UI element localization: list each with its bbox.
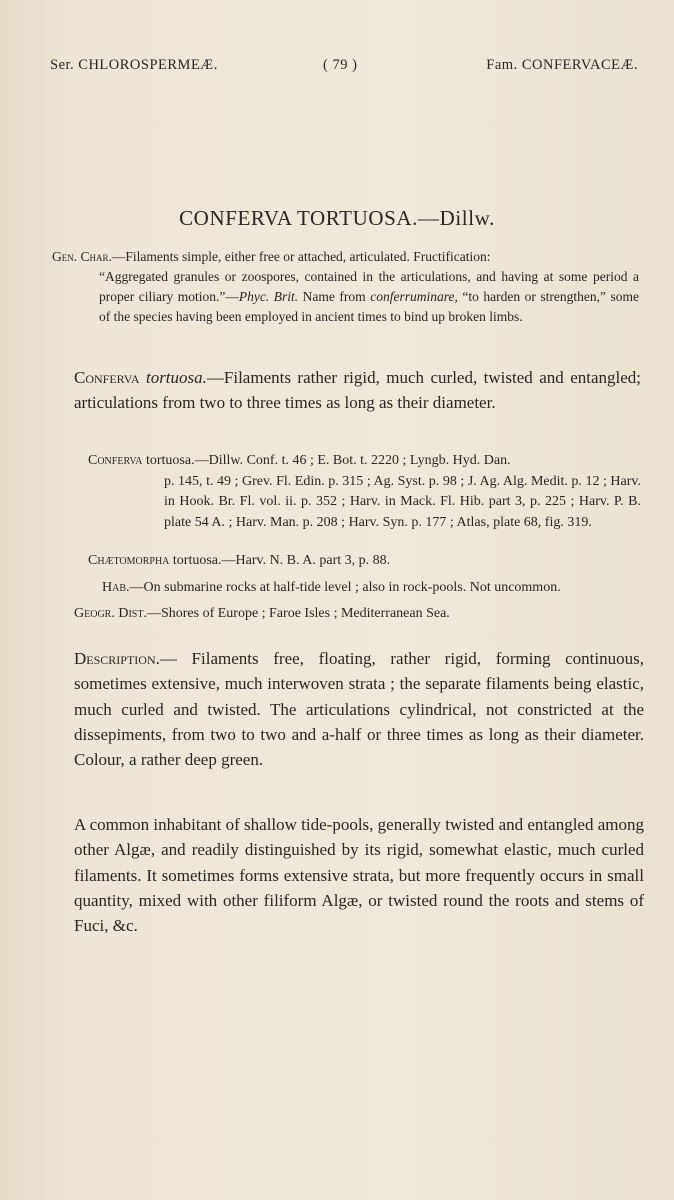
habit-paragraph: A common inhabitant of shallow tide-pools, generally twisted and entangled among other Algæ, and readily distinguished by its rigid, somewhat elastic, much curled filaments. It sometimes forms extensive strata, but more frequently occurs in small quantity, mixed with other filiform Algæ, or twisted round the roots and stems of Fuci, &c. [74, 815, 644, 936]
gen-char-text2: “Aggregated granules or zoospores, contained in the articulations, and having at some period a proper ciliary motion.”— [99, 269, 639, 304]
distribution-text: —Shores of Europe ; Faroe Isles ; Mediterranean Sea. [146, 606, 450, 621]
diagnosis-species: tortuosa. [145, 368, 207, 387]
gen-char-text3: Name from [298, 289, 371, 304]
references-rest: p. 145, t. 49 ; Grev. Fl. Edin. p. 315 ; Ag. Syst. p. 98 ; J. Ag. Alg. Medit. p. 12 ; Harv. in Hook. Br. Fl. vol. ii. p. 352 ; Harv. in Mack. Fl. Hib. part 3, p. 225 ; Harv. P. B. plate 54 A. ; Harv. Man. p. 208 ; Harv. Syn. p. 177 ; Atlas, plate 68, fig. 319. [164, 473, 641, 530]
gen-char-ref: Phyc. Brit. [238, 289, 299, 304]
gen-char-word: conferruminare, [370, 289, 458, 304]
description-text: — Filaments free, floating, rather rigid, forming continuous, sometimes extensive, much interwoven strata ; the separate filaments being elastic, much curled and twisted. The articulations cylindrical, not constricted at the dissepiments, from two to two and a-half or three times as long as their diameter. Colour, a rather deep green. [74, 649, 644, 770]
distribution-label: Geogr. Dist. [74, 606, 147, 621]
geographic-distribution [74, 606, 450, 622]
page-title: CONFERVA TORTUOSA.—Dillw. [179, 206, 495, 230]
habitat [102, 580, 561, 596]
diagnosis-genus: Conferva [74, 368, 140, 387]
description [74, 646, 644, 772]
gen-char-text1: —Filaments simple, either free or attached, articulated. Fructification: [111, 249, 491, 264]
habitat-label: Hab. [102, 580, 130, 595]
references-line: tortuosa.—Dillw. Conf. t. 46 ; E. Bot. t. 2220 ; Lyngb. Hyd. Dan. [145, 453, 511, 468]
gen-char-text4: “to harden or strengthen,” some of the species having been employed in ancient times to bind up broken limbs. [99, 289, 640, 324]
references-genus: Conferva [88, 453, 143, 468]
running-header-left: Ser. CHLOROSPERMEÆ. [50, 57, 218, 73]
description-label: Description. [74, 649, 160, 668]
diagnosis-text: —Filaments rather rigid, much curled, twisted and entangled; articulations from two to three times as long as their diameter. [74, 368, 642, 412]
running-header-right: Fam. CONFERVACEÆ. [486, 57, 638, 73]
generic-character [52, 247, 639, 327]
chaetomorpha-genus: Chætomorpha [88, 553, 170, 568]
gen-char-label: Gen. Char. [52, 249, 112, 264]
chaetomorpha-text: tortuosa.—Harv. N. B. A. part 3, p. 88. [172, 553, 391, 568]
synonymy-references [88, 451, 641, 533]
chaetomorpha-synonym [88, 553, 390, 569]
species-diagnosis [74, 366, 641, 415]
habitat-text: —On submarine rocks at half-tide level ; also in rock-pools. Not uncommon. [129, 580, 561, 595]
page-number: ( 79 ) [323, 57, 358, 73]
